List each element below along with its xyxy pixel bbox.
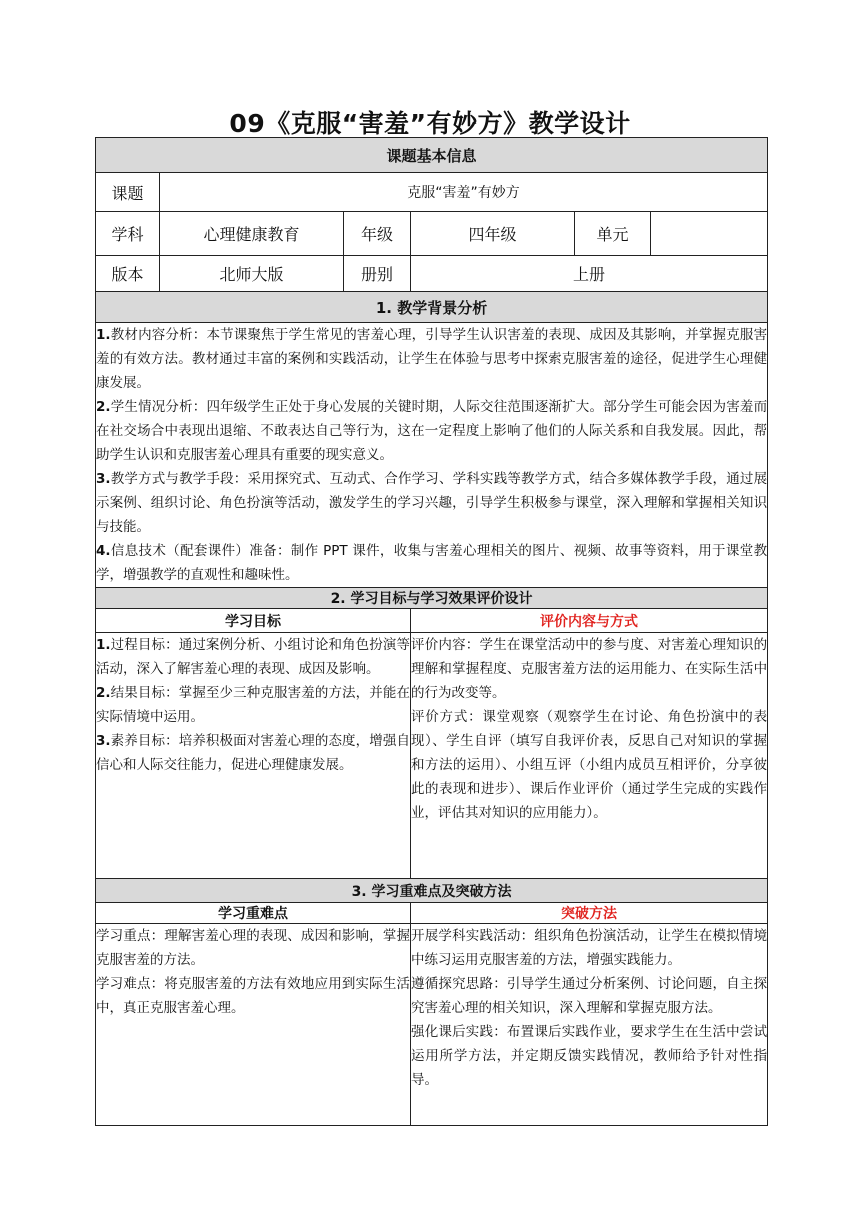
lesson-plan-table	[95, 137, 768, 1126]
goals-column-header: 学习目标	[96, 609, 411, 633]
background-item: 2.学生情况分析：四年级学生正处于身心发展的关键时期，人际交往范围逐渐扩大。部分学生可能会因为害羞而在社交场合中表现出退缩、不敢表达自己等行为，这在一定程度上影响了他们的人际关系和自我发展。因此，帮助学生认识和克服害羞心理具有重要的现实意义。	[96, 399, 768, 463]
difficulty-item: 学习难点：将克服害羞的方法有效地应用到实际生活中，真正克服害羞心理。	[96, 976, 410, 1016]
background-item: 4.信息技术（配套课件）准备：制作 PPT 课件，收集与害羞心理相关的图片、视频、故事等资料，用于课堂教学，增强教学的直观性和趣味性。	[96, 543, 768, 583]
key-points	[96, 924, 411, 1126]
background-analysis	[96, 323, 768, 588]
topic-label: 课题	[96, 173, 160, 212]
volume-label: 册别	[344, 256, 411, 292]
evaluation-method: 评价方式：课堂观察（观察学生在讨论、角色扮演中的表现）、学生自评（填写自我评价表，反思自己对知识的掌握和方法的运用）、小组互评（小组内成员互相评价，分享彼此的表现和进步）、课后作业评价（通过学生完成的实践作业，评估其对知识的应用能力）。	[411, 709, 768, 821]
unit-label: 单元	[575, 212, 651, 256]
section1-header: 1. 教学背景分析	[96, 292, 768, 323]
unit-value	[651, 212, 768, 256]
background-item: 1.教材内容分析：本节课聚焦于学生常见的害羞心理，引导学生认识害羞的表现、成因及其影响，并掌握克服害羞的有效方法。教材通过丰富的案例和实践活动，让学生在体验与思考中探索克服害羞的途径，促进学生心理健康发展。	[96, 327, 768, 391]
method-item: 开展学科实践活动：组织角色扮演活动，让学生在模拟情境中练习运用克服害羞的方法，增强实践能力。	[411, 928, 768, 968]
grade-value: 四年级	[411, 212, 575, 256]
subject-label: 学科	[96, 212, 160, 256]
goal-item: 3.素养目标：培养积极面对害羞心理的态度，增强自信心和人际交往能力，促进心理健康发展。	[96, 733, 410, 773]
subject-value: 心理健康教育	[160, 212, 344, 256]
goal-item: 1.过程目标：通过案例分析、小组讨论和角色扮演等活动，深入了解害羞心理的表现、成因及影响。	[96, 637, 410, 677]
evaluation-content: 评价内容：学生在课堂活动中的参与度、对害羞心理知识的理解和掌握程度、克服害羞方法的运用能力、在实际生活中的行为改变等。	[411, 637, 768, 701]
edition-value: 北师大版	[160, 256, 344, 292]
method-item: 遵循探究思路：引导学生通过分析案例、讨论问题，自主探究害羞心理的相关知识，深入理解和掌握克服方法。	[411, 976, 768, 1016]
method-item: 强化课后实践：布置课后实践作业，要求学生在生活中尝试运用所学方法，并定期反馈实践情况，教师给予针对性指导。	[411, 1024, 768, 1088]
basic-info-header: 课题基本信息	[96, 138, 768, 173]
methods-column-header: 突破方法	[411, 903, 768, 924]
volume-value: 上册	[411, 256, 768, 292]
key-point-item: 学习重点：理解害羞心理的表现、成因和影响，掌握克服害羞的方法。	[96, 928, 410, 968]
background-item: 3.教学方式与教学手段：采用探究式、互动式、合作学习、学科实践等教学方式，结合多媒体教学手段，通过展示案例、组织讨论、角色扮演等活动，激发学生的学习兴趣，引导学生积极参与课堂，深入理解和掌握相关知识与技能。	[96, 471, 768, 535]
evaluation-design	[411, 633, 768, 879]
grade-label: 年级	[344, 212, 411, 256]
evaluation-column-header: 评价内容与方式	[411, 609, 768, 633]
topic-value: 克服“害羞”有妙方	[160, 173, 768, 212]
goal-item: 2.结果目标：掌握至少三种克服害羞的方法，并能在实际情境中运用。	[96, 685, 410, 725]
breakthrough-methods	[411, 924, 768, 1126]
section3-header: 3. 学习重难点及突破方法	[96, 879, 768, 903]
section2-header: 2. 学习目标与学习效果评价设计	[96, 588, 768, 609]
learning-goals	[96, 633, 411, 879]
document-title: 09《克服“害羞”有妙方》教学设计	[229, 109, 631, 138]
key-points-column-header: 学习重难点	[96, 903, 411, 924]
edition-label: 版本	[96, 256, 160, 292]
